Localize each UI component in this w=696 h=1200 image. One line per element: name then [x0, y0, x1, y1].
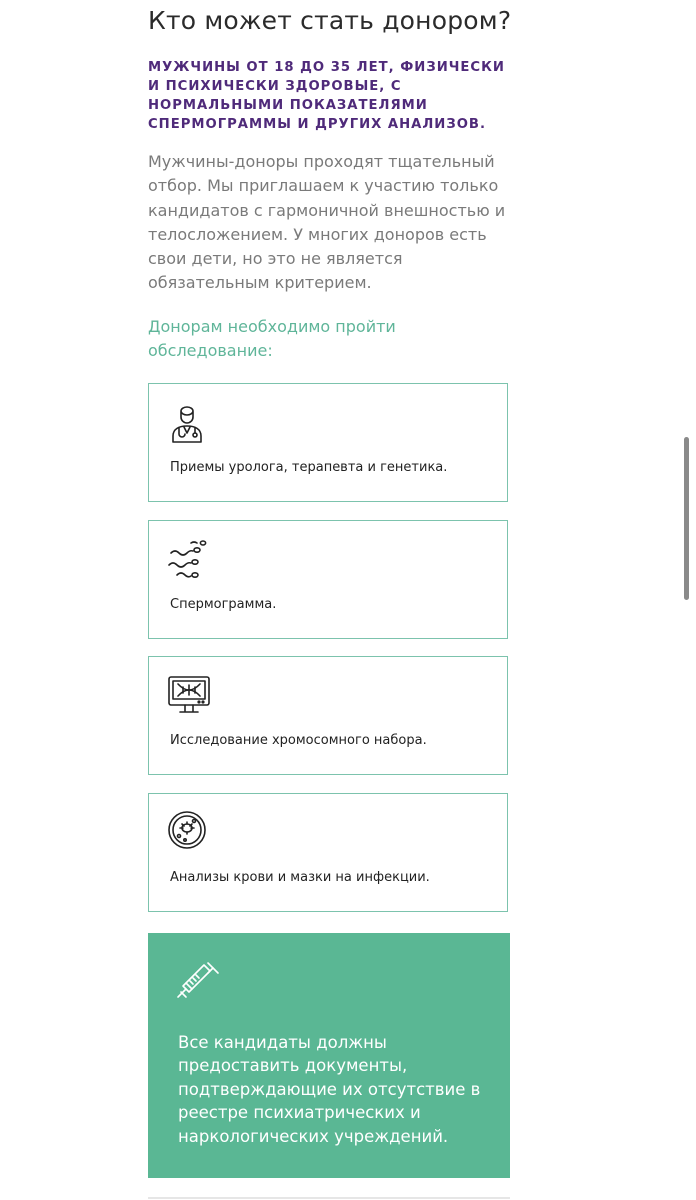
documents-notice-text: Все кандидаты должны предоставить документы, подтверждающие их отсутствие в реестре психиатрических и наркологических учреждений. [178, 1033, 481, 1146]
petri-dish-icon [167, 810, 211, 854]
exam-card-label: Приемы уролога, терапевта и генетика. [170, 460, 448, 475]
exam-card-label: Исследование хромосомного набора. [170, 733, 427, 748]
exam-card-chromosome [148, 656, 508, 775]
syringe-icon [174, 959, 222, 1007]
exam-card-specialists [148, 383, 508, 502]
page-title: Кто может стать донором? [148, 6, 512, 35]
doctor-icon [167, 400, 211, 444]
documents-notice [148, 933, 510, 1178]
exam-heading: Донорам необходимо пройти обследование: [148, 317, 396, 360]
donor-criteria-subtitle: МУЖЧИНЫ ОТ 18 ДО 35 ЛЕТ, ФИЗИЧЕСКИ И ПСИХИЧЕСКИ ЗДОРОВЫЕ, С НОРМАЛЬНЫМИ ПОКАЗАТЕЛЯМИ СПЕРМОГРАММЫ И ДРУГИХ АНАЛИЗОВ. [148, 60, 505, 132]
scrollbar[interactable] [684, 437, 689, 600]
exam-card-label: Анализы крови и мазки на инфекции. [170, 870, 430, 885]
dna-monitor-icon [167, 673, 211, 717]
exam-card-label: Спермограмма. [170, 597, 277, 612]
exam-card-blood-tests [148, 793, 508, 912]
sperm-icon [167, 537, 211, 581]
exam-card-spermogram [148, 520, 508, 639]
donor-selection-paragraph: Мужчины-доноры проходят тщательный отбор. Мы приглашаем к участию только кандидатов с гармоничной внешностью и телосложением. У многих доноров есть свои дети, но это не является обязательным критерием. [148, 152, 506, 293]
section-divider [148, 1197, 510, 1199]
